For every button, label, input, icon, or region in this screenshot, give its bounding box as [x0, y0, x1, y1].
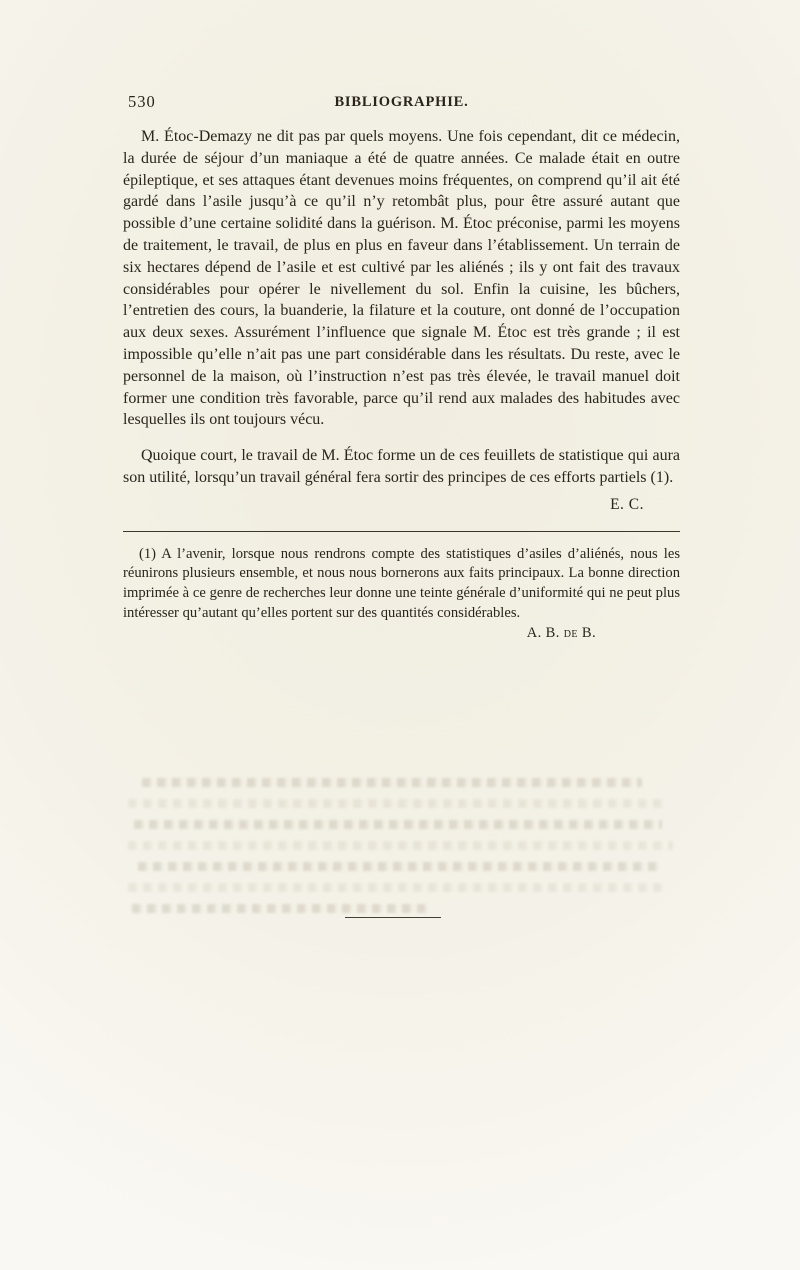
bleedthrough-line — [134, 820, 662, 829]
bleedthrough-line — [142, 778, 642, 787]
page-number: 530 — [128, 92, 156, 111]
page-header — [123, 92, 680, 114]
bleedthrough-line — [128, 883, 664, 892]
end-rule — [345, 917, 441, 918]
footnote-text: (1) A l’avenir, lorsque nous rendrons compte des statistiques d’asiles d’aliénés, nous les réunirons plusieurs ensemble, et nous nous bornerons aux faits principaux. La bonne direction imprimée à ce genre de recherches leur donne une teinte générale d’uniformité qui ne peut plus intéresser qu’autant qu’elles portent sur des quantités considérables. — [123, 545, 680, 621]
bleedthrough-line — [128, 799, 668, 808]
article-signature: E. C. — [610, 495, 644, 513]
bleedthrough-line — [128, 841, 673, 850]
bleedthrough-area — [128, 778, 676, 925]
bleedthrough-line — [132, 904, 432, 913]
footnote-divider — [123, 531, 680, 532]
footnote-signature: A. B. de B. — [526, 625, 596, 642]
text-column — [123, 92, 680, 642]
bleedthrough-line — [138, 862, 658, 871]
body-paragraph-2: Quoique court, le travail de M. Étoc forme un de ces feuillets de statistique qui aura son utilité, lorsqu’un travail général fera sortir des principes de ces efforts partiels (1). — [123, 447, 680, 486]
running-title: BIBLIOGRAPHIE. — [334, 94, 469, 110]
body-paragraph-1: M. Étoc-Demazy ne dit pas par quels moyens. Une fois cependant, dit ce médecin, la durée de séjour d’un maniaque a été de quatre années. Ce malade était en outre épileptique, et ses attaques étant devenues moins fréquentes, on comprend qu’il ait été gardé dans l’asile jusqu’à ce qu’il n’y retombât plus, pour être assuré autant que possible d’une certaine solidité dans la guérison. M. Étoc préconise, parmi les moyens de traitement, le travail, de plus en plus en faveur dans l’établissement. Un terrain de six hectares dépend de l’asile et est cultivé par les aliénés ; ils y ont fait des travaux considérables pour opérer le nivellement du sol. Enfin la cuisine, les bûchers, l’entretien des cours, la buanderie, la filature et la couture, ont donné de l’occupation aux deux sexes. Assurément l’influence que signale M. Étoc est très grande ; il est impossible qu’elle n’ait pas une part considérable dans les résultats. Du reste, avec le personnel de la maison, où l’instruction n’est pas très élevée, le travail manuel doit former une condition très favorable, parce qu’il rend aux malades des habitudes avec lesquelles ils ont toujours vécu. — [123, 128, 680, 429]
